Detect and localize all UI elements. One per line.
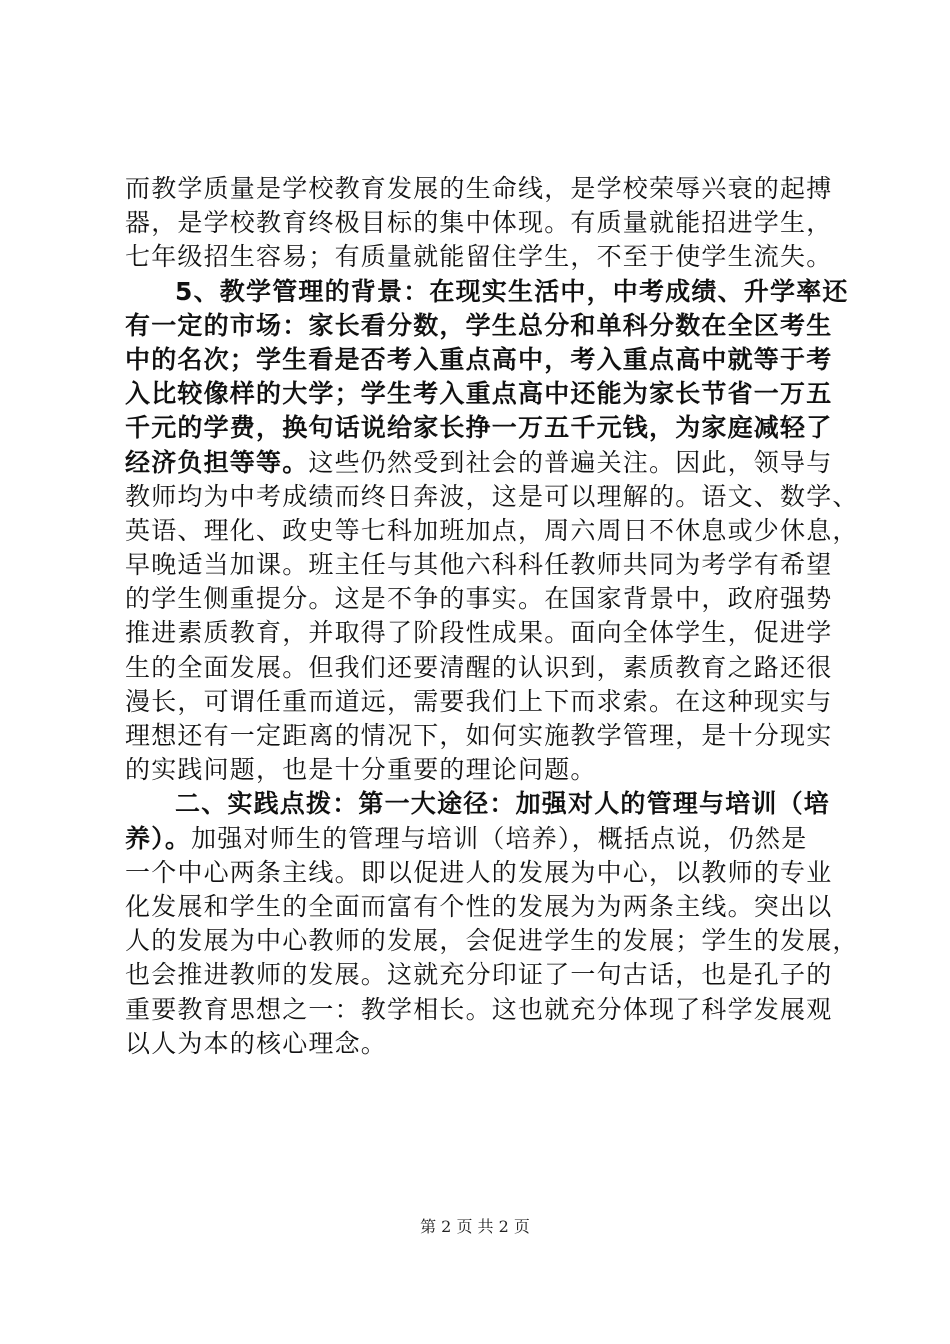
bold-run: 千元的学费，换句话说给家长挣一万五千元钱，为家庭减轻了 <box>125 413 833 443</box>
body-text <box>125 172 859 1061</box>
text-line <box>125 480 859 514</box>
text-line <box>125 411 845 445</box>
bold-run: 入比较像样的大学；学生考入重点高中还能为家长节省一万五 <box>125 379 833 409</box>
text-line <box>125 240 845 274</box>
text-line <box>125 753 845 787</box>
text-line-indented <box>125 787 845 821</box>
text-line <box>125 343 845 377</box>
plain-run: 早晚适当加课。班主任与其他六科科任教师共同为考学有希望 <box>125 550 833 580</box>
text-line <box>125 582 845 616</box>
plain-run: 七年级招生容易；有质量就能留住学生，不至于使学生流失。 <box>125 242 833 272</box>
text-line <box>125 822 845 856</box>
plain-run: 器，是学校教育终极目标的集中体现。有质量就能招进学生， <box>125 208 833 238</box>
plain-run: 人的发展为中心教师的发展，会促进学生的发展；学生的发展， <box>125 926 859 956</box>
bold-run: 5、教学管理的背景：在现实生活中，中考成绩、升学率还 <box>175 276 849 306</box>
text-line-indented <box>125 275 849 309</box>
plain-run: 教师均为中考成绩而终日奔波，这是可以理解的。语文、数学、 <box>125 481 859 511</box>
text-line <box>125 616 845 650</box>
text-line <box>125 548 845 582</box>
text-line <box>125 172 845 206</box>
bold-run: 二、实践点拨：第一大途径：加强对人的管理与培训（培 <box>175 789 831 819</box>
bold-run: 经济负担等等。 <box>125 447 309 477</box>
bold-run: 养）。 <box>125 823 192 853</box>
plain-run: 也会推进教师的发展。这就充分印证了一句古话，也是孔子的 <box>125 960 833 990</box>
text-line <box>125 856 845 890</box>
plain-run: 推进素质教育，并取得了阶段性成果。面向全体学生，促进学 <box>125 618 833 648</box>
plain-run: 加强对师生的管理与培训（培养），概括点说，仍然是 <box>191 823 808 853</box>
text-line <box>125 377 845 411</box>
plain-run: 而教学质量是学校教育发展的生命线，是学校荣辱兴衰的起搏 <box>125 174 833 203</box>
text-line <box>125 651 845 685</box>
plain-run: 的学生侧重提分。这是不争的事实。在国家背景中，政府强势 <box>125 584 833 614</box>
plain-run: 一个中心两条主线。即以促进人的发展为中心，以教师的专业 <box>125 857 833 887</box>
plain-run: 这些仍然受到社会的普遍关注。因此，领导与 <box>308 447 833 477</box>
page-number-label: 第 2 页 共 2 页 <box>420 1217 530 1236</box>
plain-run: 重要教育思想之一：教学相长。这也就充分体现了科学发展观 <box>125 994 833 1024</box>
text-line <box>125 685 845 719</box>
bold-run: 中的名次；学生看是否考入重点高中，考入重点高中就等于考 <box>125 344 833 374</box>
plain-run: 的实践问题，也是十分重要的理论问题。 <box>125 755 597 785</box>
plain-run: 生的全面发展。但我们还要清醒的认识到，素质教育之路还很 <box>125 652 833 682</box>
text-line <box>125 514 859 548</box>
text-line <box>125 719 845 753</box>
text-line <box>125 924 859 958</box>
plain-run: 以人为本的核心理念。 <box>125 1028 388 1058</box>
text-line <box>125 890 845 924</box>
page-footer <box>0 1216 950 1238</box>
text-line <box>125 958 845 992</box>
plain-run: 理想还有一定距离的情况下，如何实施教学管理，是十分现实 <box>125 721 833 750</box>
text-line <box>125 206 845 240</box>
plain-run: 英语、理化、政史等七科加班加点，周六周日不休息或少休息， <box>125 515 859 545</box>
bold-run: 有一定的市场：家长看分数，学生总分和单科分数在全区考生 <box>125 310 833 340</box>
text-line <box>125 446 845 480</box>
plain-run: 漫长，可谓任重而道远，需要我们上下而求索。在这种现实与 <box>125 686 833 716</box>
plain-run: 化发展和学生的全面而富有个性的发展为为两条主线。突出以 <box>125 891 833 921</box>
text-line <box>125 1027 845 1061</box>
text-line <box>125 309 845 343</box>
text-line <box>125 993 845 1027</box>
